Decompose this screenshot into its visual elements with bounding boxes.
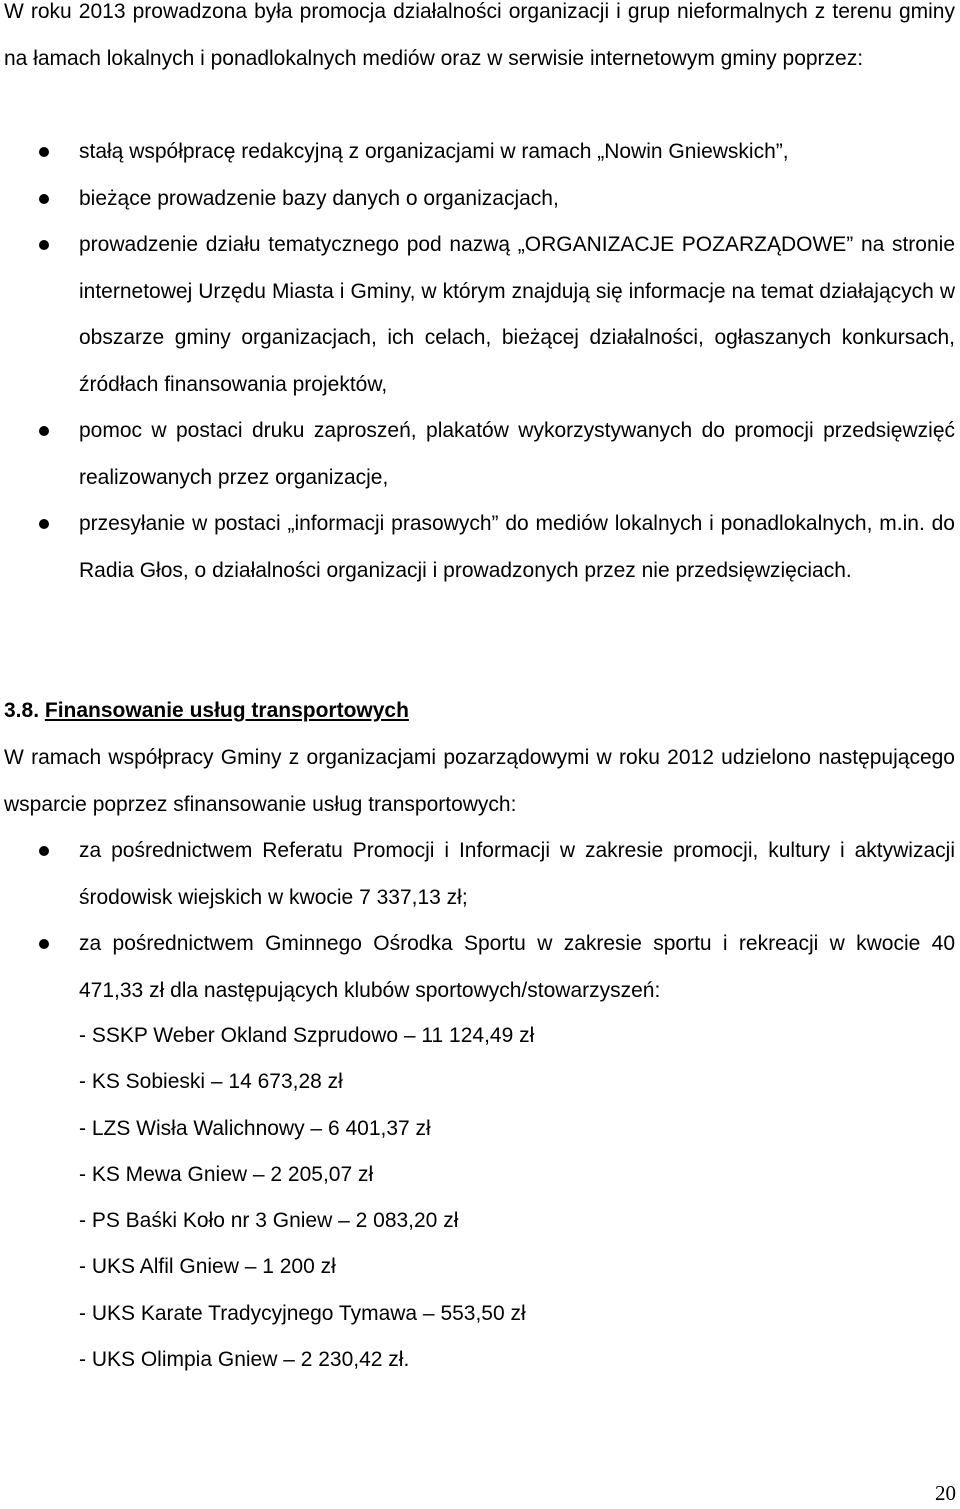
list-item-text: pomoc w postaci druku zaproszeń, plakatów wykorzystywanych do promocji przedsięwzięć realizowanych przez organizacje, — [79, 419, 955, 489]
bullet-icon — [39, 519, 49, 529]
club-item: - SSKP Weber Okland Szprudowo – 11 124,49 zł — [79, 1024, 535, 1047]
list-item-text: za pośrednictwem Referatu Promocji i Informacji w zakresie promocji, kultury i aktywizacji środowisk wiejskich w kwocie 7 337,13 zł; — [79, 839, 955, 909]
club-item: - UKS Alfil Gniew – 1 200 zł — [79, 1255, 336, 1279]
bullet-icon — [39, 846, 49, 856]
section-intro-paragraph: W ramach współpracy Gminy z organizacjami pozarządowymi w roku 2012 udzielono następującego wsparcie poprzez sfinansowanie usług transportowych: — [4, 746, 955, 816]
club-item: - UKS Karate Tradycyjnego Tymawa – 553,50 zł — [79, 1301, 526, 1325]
list-item — [0, 222, 955, 408]
bullet-icon — [39, 147, 49, 157]
club-item: - PS Baśki Koło nr 3 Gniew – 2 083,20 zł — [79, 1209, 459, 1233]
bullet-icon — [39, 939, 49, 949]
club-list — [79, 1013, 534, 1383]
list-item-text: stałą współpracę redakcyjną z organizacjami w ramach „Nowin Gniewskich”, — [79, 140, 789, 163]
list-item — [0, 921, 955, 1014]
list-item-text: prowadzenie działu tematycznego pod nazwą „ORGANIZACJE POZARZĄDOWE” na stronie internetowej Urzędu Miasta i Gminy, w którym znajdują się informacje na temat działających w obszarze gminy organizacjach, ich celach, bieżącej działalności, ogłaszanych konkursach, źródłach finansowania projektów, — [79, 233, 955, 396]
promotion-list — [0, 129, 960, 594]
list-item — [0, 501, 955, 594]
list-item-text: za pośrednictwem Gminnego Ośrodka Sportu w zakresie sportu i rekreacji w kwocie 40 471,33 zł dla następujących klubów sportowych/stowarzyszeń: — [79, 932, 955, 1002]
club-item: - LZS Wisła Walichnowy – 6 401,37 zł — [79, 1116, 431, 1140]
club-item: - KS Sobieski – 14 673,28 zł — [79, 1070, 343, 1094]
bullet-icon — [39, 240, 49, 250]
funding-list — [0, 828, 960, 1014]
intro-paragraph: W roku 2013 prowadzona była promocja działalności organizacji i grup nieformalnych z terenu gminy na łamach lokalnych i ponadlokalnych mediów oraz w serwisie internetowym gminy poprzez: — [4, 0, 955, 70]
bullet-icon — [39, 194, 49, 204]
page-number: 20 — [935, 1481, 956, 1505]
list-item — [0, 176, 955, 223]
list-item — [0, 408, 955, 501]
club-item: - KS Mewa Gniew – 2 205,07 zł — [79, 1162, 374, 1186]
list-item-text: bieżące prowadzenie bazy danych o organizacjach, — [79, 186, 559, 210]
section-heading — [4, 688, 409, 735]
list-item — [0, 828, 955, 921]
section-title: Finansowanie usług transportowych — [44, 699, 409, 722]
bullet-icon — [39, 426, 49, 436]
list-item-text: przesyłanie w postaci „informacji prasowych” do mediów lokalnych i ponadlokalnych, m.in. do Radia Głos, o działalności organizacji i prowadzonych przez nie przedsięwzięciach. — [79, 512, 955, 582]
list-item — [0, 129, 955, 176]
section-number: 3.8. — [4, 699, 40, 722]
club-item: - UKS Olimpia Gniew – 2 230,42 zł. — [79, 1348, 410, 1372]
